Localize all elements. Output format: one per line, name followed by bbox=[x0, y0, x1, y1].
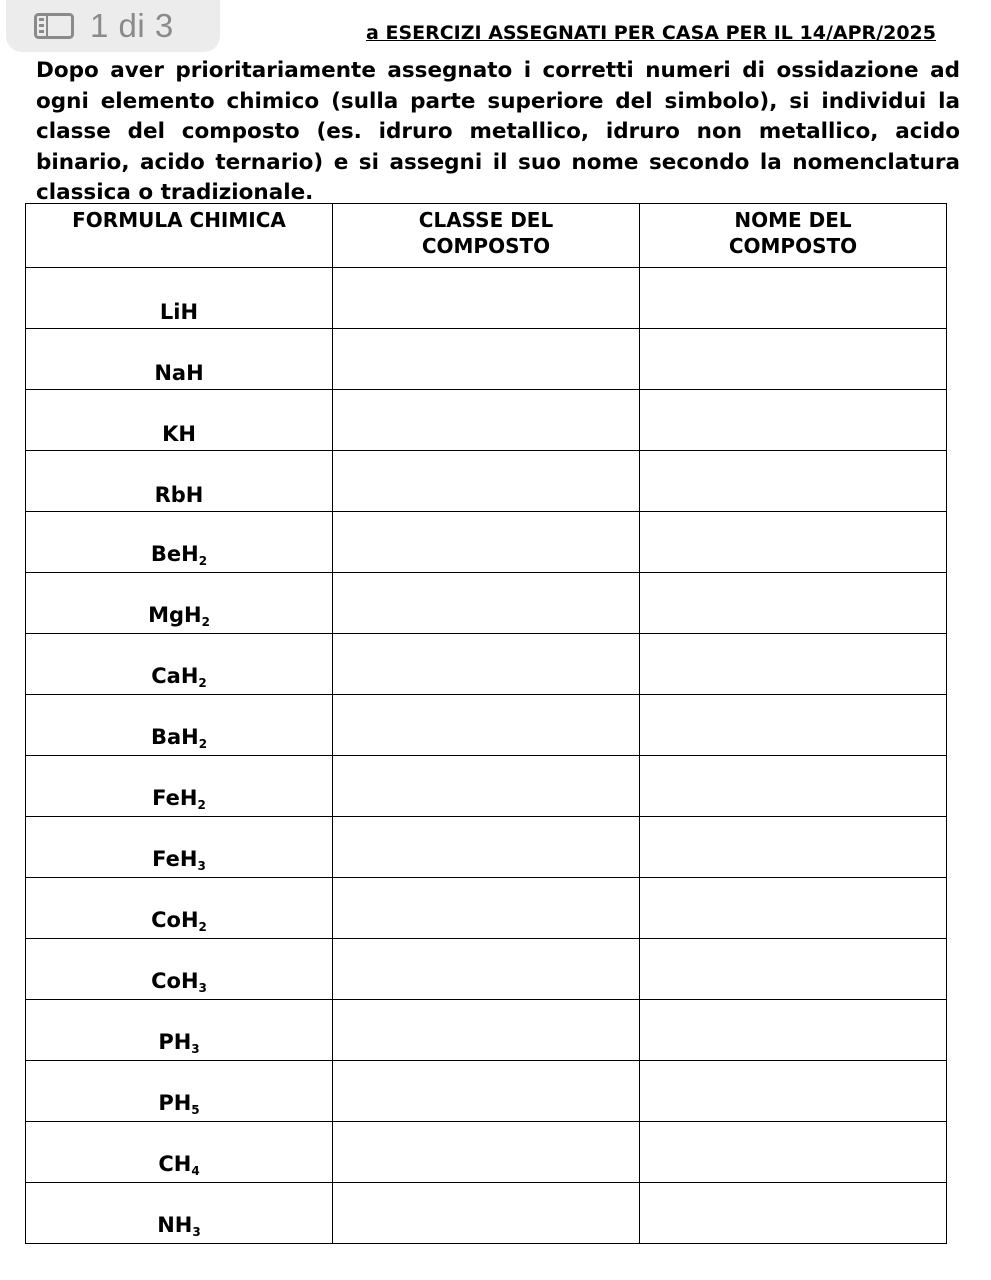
class-answer-cell[interactable] bbox=[333, 329, 640, 390]
class-answer-cell[interactable] bbox=[333, 573, 640, 634]
name-answer-cell[interactable] bbox=[640, 695, 947, 756]
class-answer-cell[interactable] bbox=[333, 1000, 640, 1061]
formula-subscript: 4 bbox=[191, 1164, 200, 1178]
header-name: NOME DEL COMPOSTO bbox=[640, 204, 947, 268]
class-answer-cell[interactable] bbox=[333, 817, 640, 878]
name-answer-cell[interactable] bbox=[640, 1061, 947, 1122]
table-row bbox=[26, 1183, 947, 1244]
chemical-formula bbox=[148, 603, 210, 633]
table-row bbox=[26, 451, 947, 512]
formula-base: PH bbox=[158, 1030, 192, 1054]
formula-cell bbox=[26, 756, 333, 817]
formula-cell bbox=[26, 817, 333, 878]
class-answer-cell[interactable] bbox=[333, 695, 640, 756]
table-row bbox=[26, 695, 947, 756]
chemical-formula bbox=[151, 664, 207, 694]
table-row bbox=[26, 1122, 947, 1183]
chemical-formula bbox=[158, 1152, 199, 1182]
table-row bbox=[26, 268, 947, 329]
formula-subscript: 2 bbox=[198, 554, 208, 568]
class-answer-cell[interactable] bbox=[333, 512, 640, 573]
name-answer-cell[interactable] bbox=[640, 634, 947, 695]
formula-base: NaH bbox=[154, 361, 204, 385]
class-answer-cell[interactable] bbox=[333, 268, 640, 329]
name-answer-cell[interactable] bbox=[640, 268, 947, 329]
formula-base: PH bbox=[158, 1091, 192, 1115]
chemical-formula bbox=[151, 908, 207, 938]
chemical-formula bbox=[157, 1213, 201, 1243]
formula-subscript: 5 bbox=[191, 1103, 200, 1117]
table-header-row bbox=[26, 204, 947, 268]
formula-cell bbox=[26, 573, 333, 634]
formula-cell bbox=[26, 1061, 333, 1122]
class-answer-cell[interactable] bbox=[333, 634, 640, 695]
name-answer-cell[interactable] bbox=[640, 451, 947, 512]
formula-cell bbox=[26, 451, 333, 512]
formula-subscript: 2 bbox=[197, 798, 206, 812]
class-answer-cell[interactable] bbox=[333, 451, 640, 512]
table-row bbox=[26, 329, 947, 390]
formula-cell bbox=[26, 268, 333, 329]
table-row bbox=[26, 756, 947, 817]
name-answer-cell[interactable] bbox=[640, 1122, 947, 1183]
formula-base: LiH bbox=[159, 300, 199, 324]
name-answer-cell[interactable] bbox=[640, 939, 947, 1000]
formula-subscript: 2 bbox=[201, 615, 210, 629]
table-row bbox=[26, 817, 947, 878]
table-row bbox=[26, 1000, 947, 1061]
formula-base: CoH bbox=[151, 969, 199, 993]
name-answer-cell[interactable] bbox=[640, 1183, 947, 1244]
class-answer-cell[interactable] bbox=[333, 1061, 640, 1122]
name-answer-cell[interactable] bbox=[640, 878, 947, 939]
formula-base: KH bbox=[162, 422, 196, 446]
formula-cell bbox=[26, 390, 333, 451]
class-answer-cell[interactable] bbox=[333, 939, 640, 1000]
chemical-formula bbox=[151, 542, 207, 572]
name-answer-cell[interactable] bbox=[640, 573, 947, 634]
class-answer-cell[interactable] bbox=[333, 756, 640, 817]
name-answer-cell[interactable] bbox=[640, 756, 947, 817]
formula-cell bbox=[26, 512, 333, 573]
exercise-table bbox=[25, 203, 947, 1244]
formula-cell bbox=[26, 1122, 333, 1183]
table-row bbox=[26, 634, 947, 695]
formula-base: CH bbox=[158, 1152, 192, 1176]
formula-cell bbox=[26, 1183, 333, 1244]
table-row bbox=[26, 939, 947, 1000]
formula-base: CaH bbox=[151, 664, 199, 688]
table-row bbox=[26, 390, 947, 451]
formula-cell bbox=[26, 329, 333, 390]
name-answer-cell[interactable] bbox=[640, 817, 947, 878]
formula-base: NH bbox=[157, 1213, 193, 1237]
chemical-formula bbox=[154, 361, 203, 389]
chemical-formula bbox=[158, 1091, 199, 1121]
chemical-formula bbox=[151, 969, 207, 999]
formula-cell bbox=[26, 878, 333, 939]
name-answer-cell[interactable] bbox=[640, 390, 947, 451]
formula-cell bbox=[26, 695, 333, 756]
formula-base: FeH bbox=[152, 786, 198, 810]
table-row bbox=[26, 512, 947, 573]
chemical-formula bbox=[152, 847, 206, 877]
chemical-formula bbox=[152, 786, 206, 816]
chemical-formula bbox=[151, 725, 207, 755]
page-title: a ESERCIZI ASSEGNATI PER CASA PER IL 14/APR/2025 bbox=[366, 22, 936, 44]
table-row bbox=[26, 1061, 947, 1122]
class-answer-cell[interactable] bbox=[333, 1183, 640, 1244]
header-class: CLASSE DEL COMPOSTO bbox=[333, 204, 640, 268]
formula-subscript: 3 bbox=[192, 1225, 201, 1239]
table-row bbox=[26, 573, 947, 634]
name-answer-cell[interactable] bbox=[640, 329, 947, 390]
class-answer-cell[interactable] bbox=[333, 878, 640, 939]
formula-cell bbox=[26, 939, 333, 1000]
formula-subscript: 3 bbox=[198, 981, 207, 995]
chemical-formula bbox=[160, 300, 198, 328]
class-answer-cell[interactable] bbox=[333, 1122, 640, 1183]
chemical-formula bbox=[155, 483, 204, 511]
formula-base: FeH bbox=[152, 847, 198, 871]
page-indicator-badge[interactable] bbox=[6, 0, 220, 52]
formula-base: BaH bbox=[150, 725, 199, 749]
formula-subscript: 2 bbox=[198, 676, 207, 690]
class-answer-cell[interactable] bbox=[333, 390, 640, 451]
formula-subscript: 2 bbox=[198, 737, 208, 751]
name-answer-cell[interactable] bbox=[640, 1000, 947, 1061]
header-formula: FORMULA CHIMICA bbox=[26, 204, 333, 268]
formula-base: MgH bbox=[148, 603, 202, 627]
formula-base: RbH bbox=[154, 483, 204, 507]
formula-subscript: 2 bbox=[198, 920, 207, 934]
formula-subscript: 3 bbox=[191, 1042, 200, 1056]
formula-cell bbox=[26, 634, 333, 695]
formula-cell bbox=[26, 1000, 333, 1061]
chemical-formula bbox=[158, 1030, 199, 1060]
chemical-formula bbox=[162, 422, 196, 450]
formula-base: BeH bbox=[150, 542, 199, 566]
name-answer-cell[interactable] bbox=[640, 512, 947, 573]
document-pages-icon bbox=[34, 13, 74, 39]
page-indicator-label: 1 di 3 bbox=[90, 7, 174, 44]
instructions-paragraph: Dopo aver prioritariamente assegnato i corretti numeri di ossidazione ad ogni elemento chimico (sulla parte superiore del simbolo), si individui la classe del composto (es. idruro metallico, idruro non metallico, acido binario, acido ternario) e si assegni il suo nome secondo la nomenclatura classica o tradizionale. bbox=[36, 58, 960, 205]
formula-base: CoH bbox=[151, 908, 199, 932]
table-row bbox=[26, 878, 947, 939]
formula-subscript: 3 bbox=[197, 859, 206, 873]
